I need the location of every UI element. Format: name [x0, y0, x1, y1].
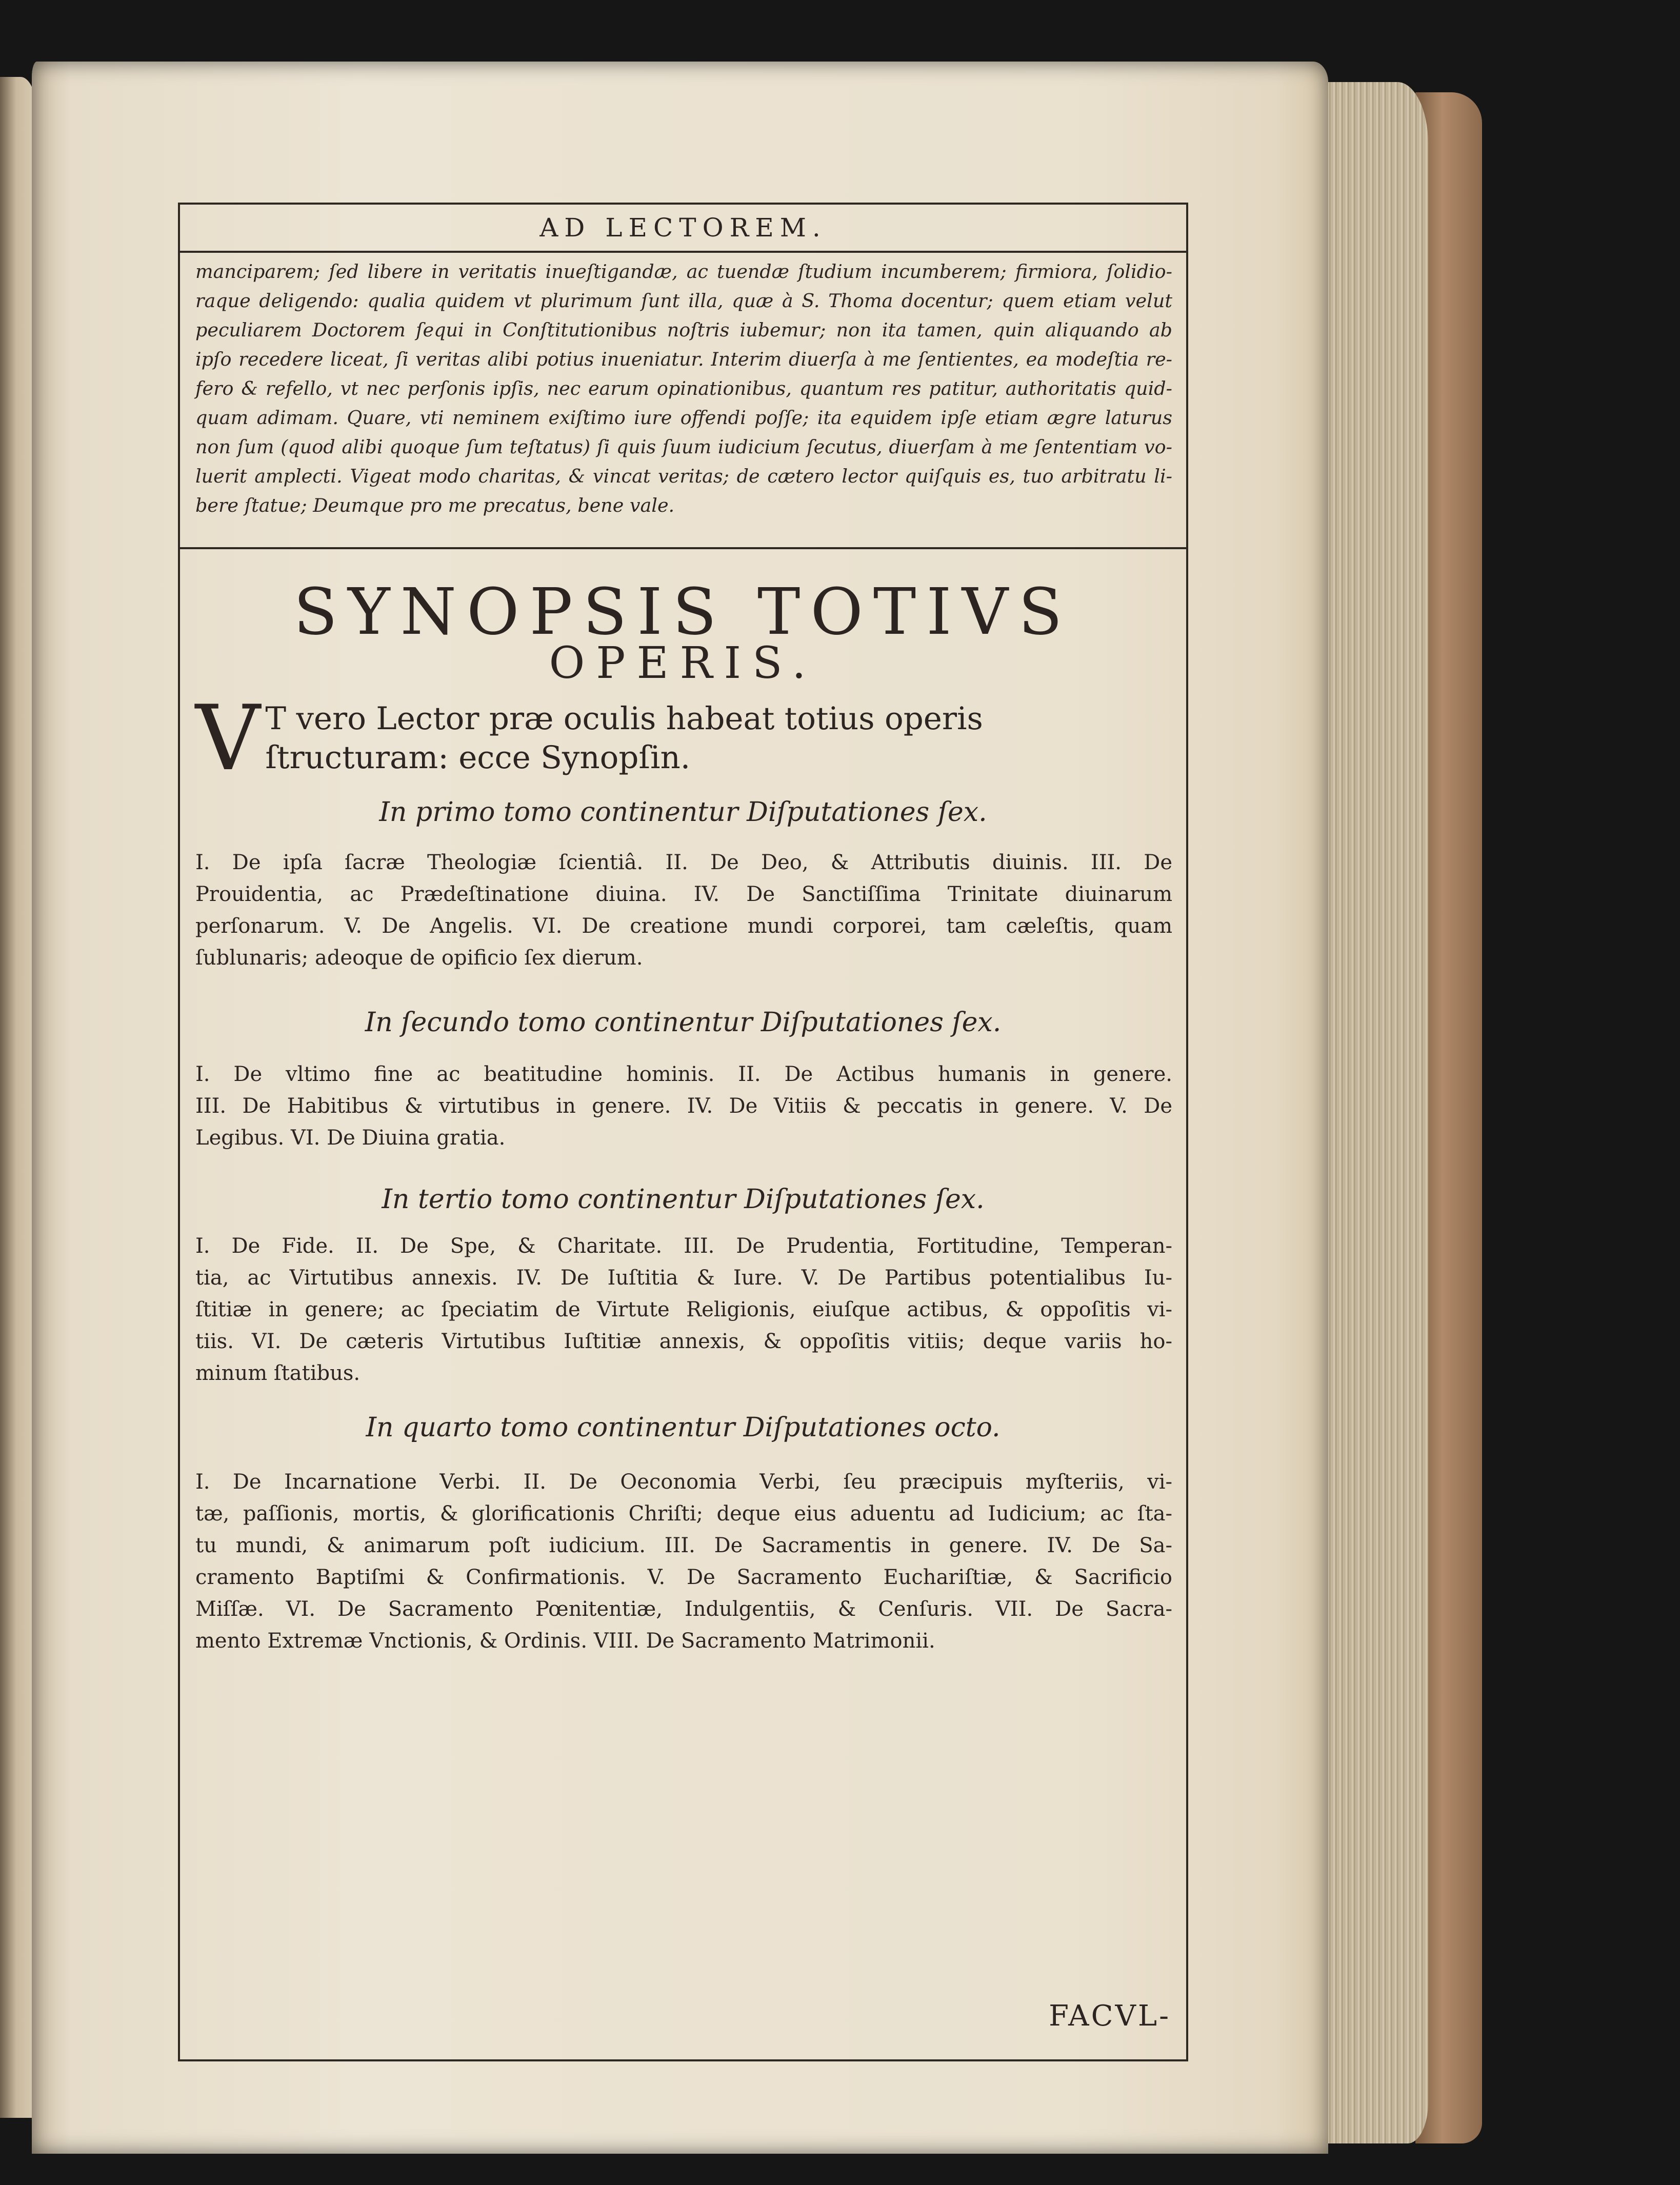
preface-line: raque deligendo: qualia quidem vt plurimum ſunt illa, quæ à S. Thoma docentur; quem etiam velut	[195, 290, 1172, 312]
tome-1-heading: In primo tomo continentur Diſputationes ſex.	[379, 797, 987, 828]
body-line: I. De ipſa ſacræ Theologiæ ſcientiâ. II. De Deo, & Attributis diuinis. III. De	[195, 851, 1172, 874]
preface-line: fero & refello, vt nec perſonis ipſis, nec earum opinationibus, quantum res patitur, authoritatis quid-	[195, 377, 1172, 399]
preface-line: non ſum (quod alibi quoque ſum teſtatus) ſi quis ſuum iudicium ſecutus, diuerſam à me ſententiam vo-	[195, 436, 1172, 458]
body-line: perſonarum. V. De Angelis. VI. De creatione mundi corporei, tam cæleſtis, quam	[195, 914, 1172, 938]
left-page-edge	[0, 77, 36, 2118]
body-line: minum ſtatibus.	[195, 1361, 361, 1385]
body-line: I. De Incarnatione Verbi. II. De Oeconomia Verbi, ſeu præcipuis myſteriis, vi-	[195, 1470, 1172, 1494]
preface-line: ipſo recedere liceat, ſi veritas alibi potius inueniatur. Interim diuerſa à me ſentientes, ea modeſtia re-	[195, 348, 1172, 370]
tome-3-heading: In tertio tomo continentur Diſputationes ſex.	[382, 1184, 985, 1215]
section-divider	[180, 547, 1186, 549]
body-line: Prouidentia, ac Prædeſtinatione diuina. IV. De Sanctiſſima Trinitate diuinarum	[195, 883, 1172, 906]
drop-cap: V	[195, 687, 261, 791]
body-line: I. De vltimo fine ac beatitudine hominis. II. De Actibus humanis in genere.	[195, 1063, 1172, 1086]
catchword: FACVL-	[1049, 1999, 1171, 2033]
body-line: ſtitiæ in genere; ac ſpeciatim de Virtute Religionis, eiuſque actibus, & oppoſitis vi-	[195, 1298, 1172, 1321]
tome-4-heading: In quarto tomo continentur Diſputationes octo.	[366, 1412, 1001, 1443]
body-line: Miſſæ. VI. De Sacramento Pœnitentiæ, Indulgentiis, & Cenſuris. VII. De Sacra-	[195, 1597, 1172, 1621]
tome-3-body	[195, 1230, 1172, 1389]
body-line: ſublunaris; adeoque de opificio ſex dierum.	[195, 946, 643, 970]
body-line: tu mundi, & animarum poſt iudicium. III. De Sacramentis in genere. IV. De Sa-	[195, 1534, 1172, 1557]
running-head: AD LECTOREM.	[180, 205, 1186, 253]
tome-2-body	[195, 1058, 1172, 1154]
tome-1-body	[195, 847, 1172, 974]
tome-2-heading: In ſecundo tomo continentur Diſputationes ſex.	[365, 1007, 1002, 1038]
body-line: tiis. VI. De cæteris Virtutibus Iuſtitiæ annexis, & oppoſitis vitiis; deque variis ho-	[195, 1330, 1172, 1353]
synopsis-title: SYNOPSIS TOTIVS	[293, 575, 1073, 649]
body-line: tia, ac Virtutibus annexis. IV. De Iuſtitia & Iure. V. De Partibus potentialibus Iu-	[195, 1266, 1172, 1290]
preface-line: manciparem; ſed libere in veritatis inueſtigandæ, ac tuendæ ſtudium incumberem; firmiora, ſolidio-	[195, 260, 1172, 283]
body-line: I. De Fide. II. De Spe, & Charitate. III. De Prudentia, Fortitudine, Temperan-	[195, 1234, 1172, 1258]
preface-paragraph	[195, 257, 1172, 520]
page-fore-edge	[1326, 82, 1428, 2143]
text-frame	[178, 203, 1188, 2061]
synopsis-intro	[195, 687, 1175, 791]
tome-4-body	[195, 1466, 1172, 1657]
body-line: tæ, paſſionis, mortis, & glorificationis Chriſti; deque eius aduentu ad Iudicium; ac ſta-	[195, 1502, 1172, 1526]
body-line: cramento Baptiſmi & Confirmationis. V. De Sacramento Euchariſtiæ, & Sacrificio	[195, 1566, 1172, 1589]
body-line: III. De Habitibus & virtutibus in genere. IV. De Vitiis & peccatis in genere. V. De	[195, 1094, 1172, 1118]
body-line: mento Extremæ Vnctionis, & Ordinis. VIII. De Sacramento Matrimonii.	[195, 1629, 935, 1653]
preface-line: quam adimam. Quare, vti neminem exiſtimo iure offendi poſſe; ita equidem ipſe etiam ægre laturus	[195, 407, 1172, 429]
intro-text: T vero Lector præ oculis habeat totius operis ſtructuram: ecce Synopſin.	[265, 700, 983, 776]
synopsis-subtitle: OPERIS.	[549, 638, 817, 689]
preface-line: bere ſtatue; Deumque pro me precatus, bene vale.	[195, 494, 675, 516]
preface-line: peculiarem Doctorem ſequi in Conſtitutionibus noſtris iubemur; non ita tamen, quin aliquando ab	[195, 319, 1172, 341]
body-line: Legibus. VI. De Diuina gratia.	[195, 1126, 506, 1150]
preface-line: luerit amplecti. Vigeat modo charitas, & vincat veritas; de cætero lector quiſquis es, tuo arbitratu li-	[195, 465, 1172, 487]
